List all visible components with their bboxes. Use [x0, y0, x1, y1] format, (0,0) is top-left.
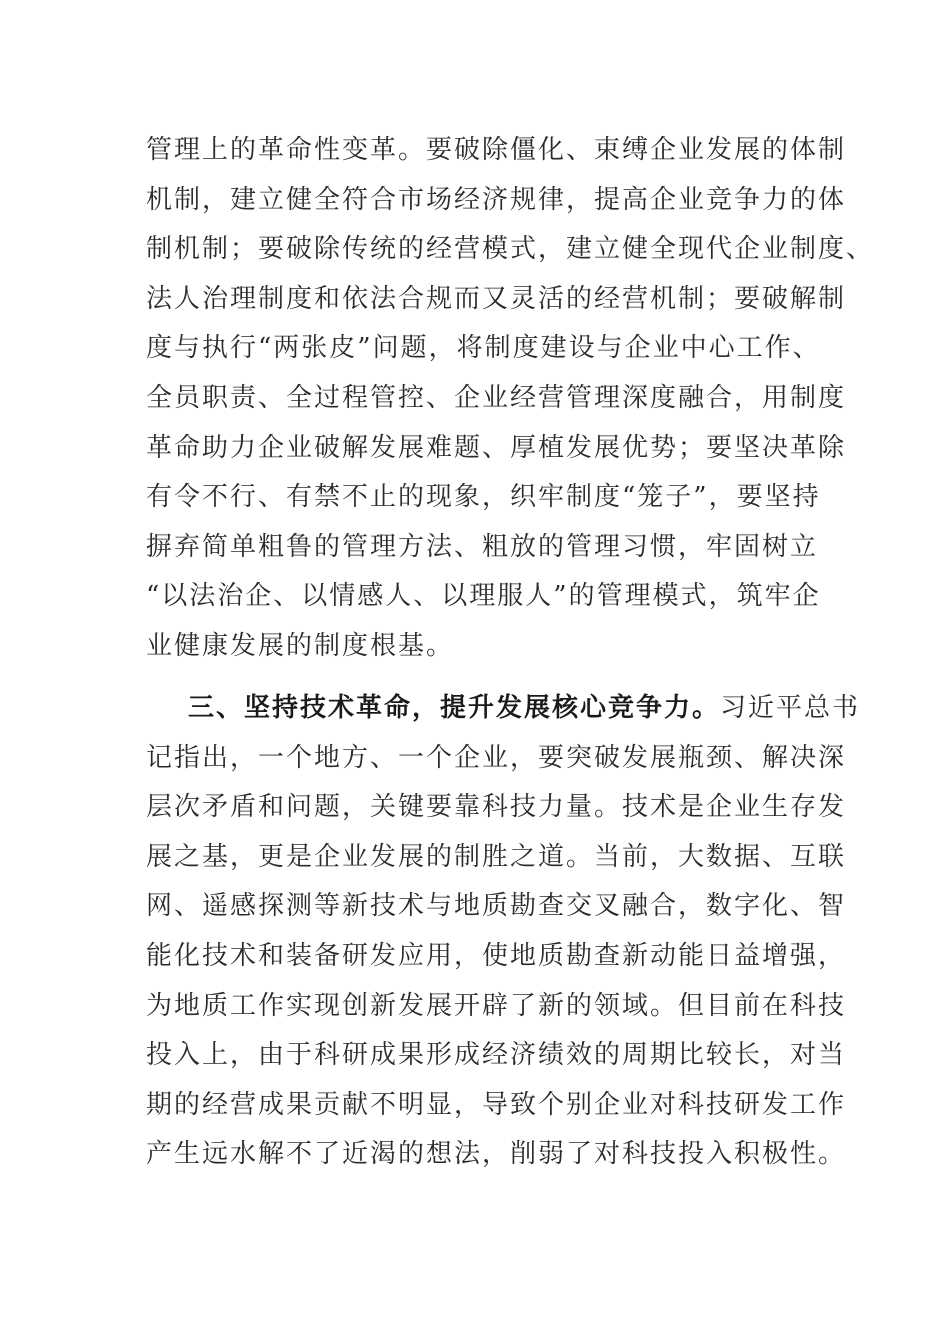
- text-line: “以法治企、以情感人、以理服人”的管理模式，筑牢企: [146, 581, 821, 612]
- text-line: 期的经营成果贡献不明显，导致个别企业对科技研发工作: [146, 1089, 847, 1120]
- text-line: 制机制；要破除传统的经营模式，建立健全现代企业制度、: [146, 234, 875, 265]
- text-run: 习近平总书: [720, 693, 861, 723]
- text-line: 度与执行“两张皮”问题，将制度建设与企业中心工作、: [146, 333, 821, 364]
- text-line: 革命助力企业破解发展难题、厚植发展优势；要坚决革除: [146, 432, 847, 463]
- text-line: 能化技术和装备研发应用，使地质勘查新动能日益增强，: [146, 940, 847, 971]
- text-line: 记指出，一个地方、一个企业，要突破发展瓶颈、解决深: [146, 742, 847, 773]
- paragraph-technology-revolution: [146, 684, 861, 1180]
- text-line: 法人治理制度和依法合规而又灵活的经营机制；要破解制: [146, 283, 847, 314]
- paragraph-first-line: [146, 684, 861, 734]
- text-line: 摒弃简单粗鲁的管理方法、粗放的管理习惯，牢固树立: [146, 531, 819, 562]
- text-line: 机制，建立健全符合市场经济规律，提高企业竞争力的体: [146, 184, 847, 215]
- paragraph-institutional-reform: [146, 126, 875, 672]
- text-line: 产生远水解不了近渴的想法，削弱了对科技投入积极性。: [146, 1139, 847, 1170]
- text-line: 业健康发展的制度根基。: [146, 630, 455, 661]
- text-line: 有令不行、有禁不止的现象，织牢制度“笼子”，要坚持: [146, 482, 821, 513]
- text-line: 层次矛盾和问题，关键要靠科技力量。技术是企业生存发: [146, 792, 847, 823]
- text-line: 全员职责、全过程管控、企业经营管理深度融合，用制度: [146, 382, 847, 413]
- text-line: 为地质工作实现创新发展开辟了新的领域。但目前在科技: [146, 990, 847, 1021]
- text-line: 管理上的革命性变革。要破除僵化、束缚企业发展的体制: [146, 135, 847, 165]
- text-line: 网、遥感探测等新技术与地质勘查交叉融合，数字化、智: [146, 891, 847, 922]
- section-heading: 三、坚持技术革命，提升发展核心竞争力。: [188, 693, 721, 723]
- text-line: 投入上，由于科研成果形成经济绩效的周期比较长，对当: [146, 1040, 847, 1071]
- text-line: 展之基，更是企业发展的制胜之道。当前，大数据、互联: [146, 841, 847, 872]
